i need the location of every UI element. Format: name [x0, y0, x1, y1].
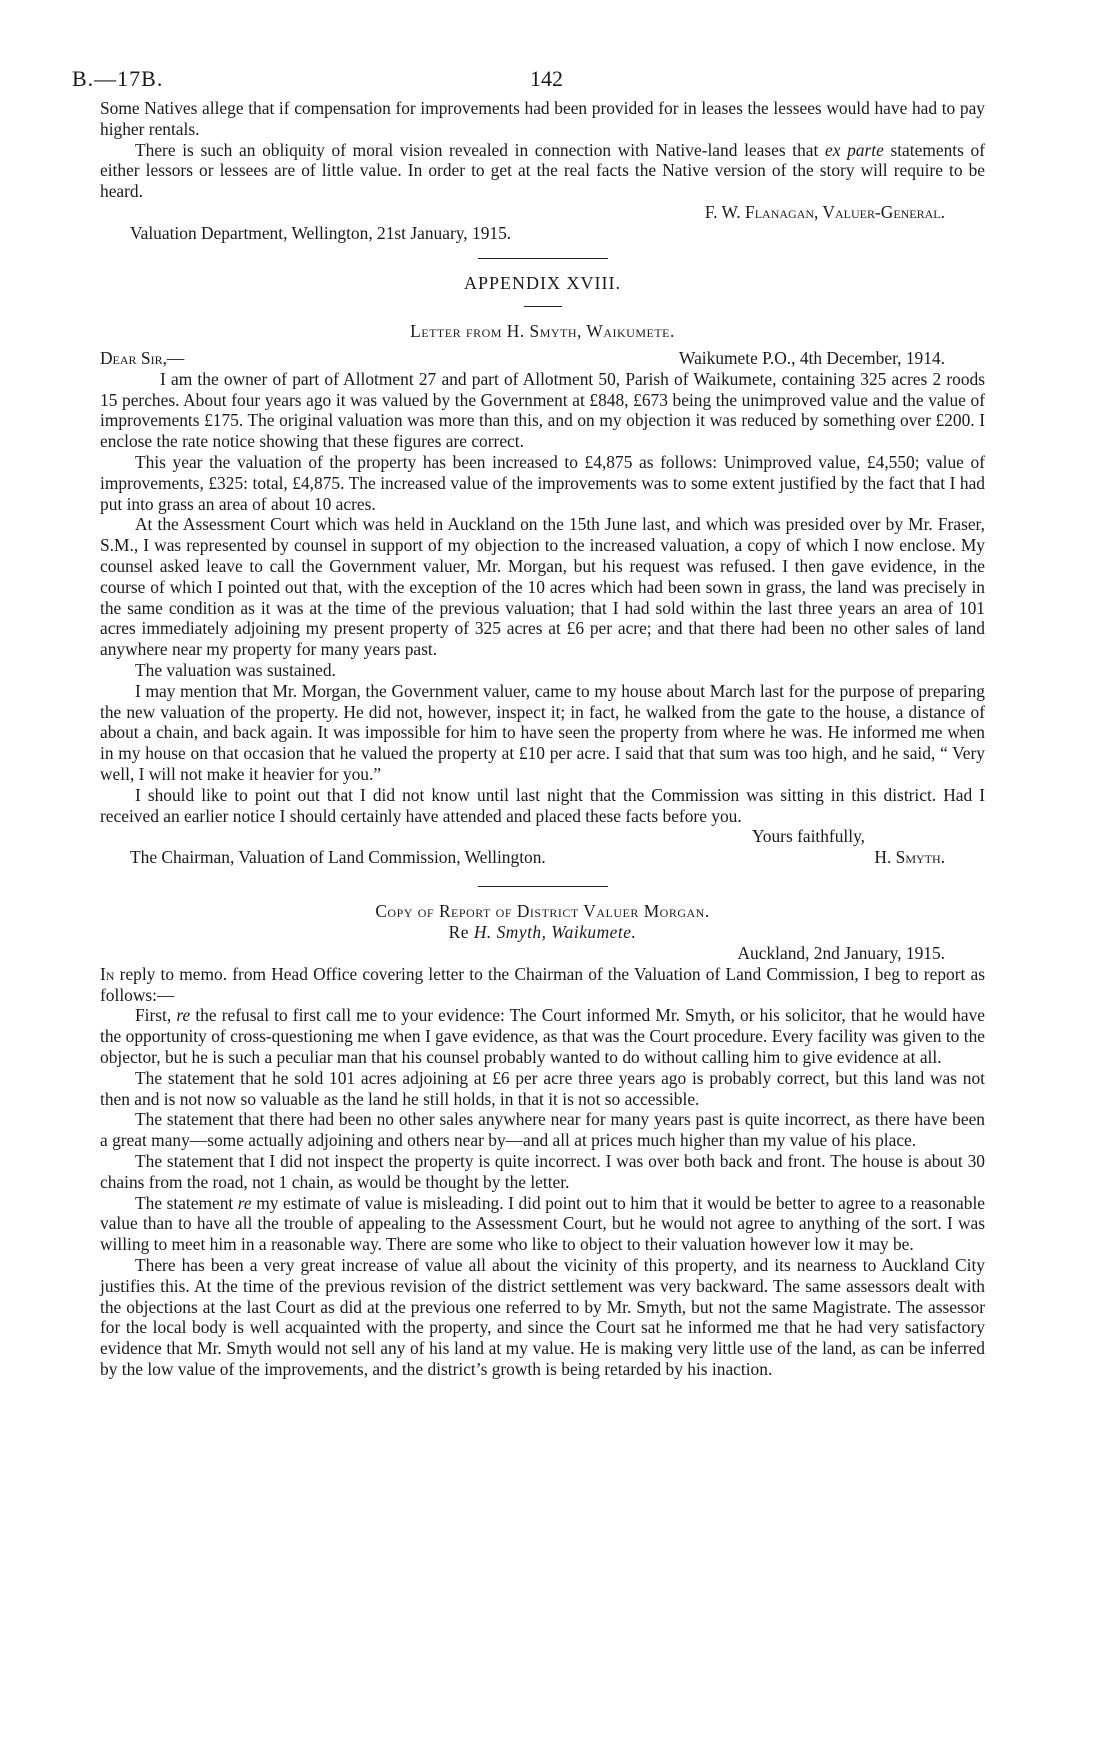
report-section	[100, 901, 985, 1380]
section-divider	[478, 886, 608, 887]
report-paragraph: There has been a very great increase of value all about the vicinity of this property, and its nearness to Auckland City justifies this. At the time of the previous revision of the district settlement was very backward. The same assessors dealt with the objections at the last Court as did at the previous one referred to by Mr. Smyth, but not the same Magistrate. The assessor for the local body is well acquainted with the property, and since the Court sat he informed me that he had very satisfactory evidence that Mr. Smyth would not sell any of his land at my value. He is making very little use of the land, as can be inferred by the low value of the improvements, and the district’s growth is being retarded by his inaction.	[100, 1254, 985, 1379]
letter-paragraph: This year the valuation of the property has been increased to £4,875 as follows: Unimproved value, £4,550; value of improvements, £325: total, £4,875. The increased value of the improvements was to some extent justified by the fact that I had put into grass an area of about 10 acres.	[100, 452, 985, 514]
valuer-general-signature: F. W. Flanagan, Valuer-General.	[704, 201, 945, 222]
salutation: Dear Sir,—	[100, 348, 185, 369]
document-reference: B.—17B.	[72, 66, 164, 91]
title-rule	[524, 306, 562, 308]
letter-salutation-row	[100, 348, 985, 369]
report-paragraph: In reply to memo. from Head Office covering letter to the Chairman of the Valuation of Land Commission, I beg to report as follows:—	[100, 963, 985, 1005]
letter-signoff-row	[100, 847, 985, 868]
appendix-section	[100, 273, 985, 868]
intro-paragraph: Some Natives allege that if compensation for improvements had been provided for in leases the lessees would have had to pay higher rentals.	[100, 98, 985, 139]
letter-paragraph: I should like to point out that I did not know until last night that the Commission was sitting in this district. Had I received an earlier notice I should certainly have attended and placed these facts before you.	[100, 784, 985, 826]
letter-paragraph: I am the owner of part of Allotment 27 and part of Allotment 50, Parish of Waikumete, containing 325 acres 2 roods 15 perches. About four years ago it was valued by the Government at £848, £673 being the unimproved value and the value of improvements £175. The original valuation was more than this, and on my objection it was reduced by something over £200. I enclose the rate notice showing that these figures are correct.	[100, 368, 985, 452]
letter-paragraph: At the Assessment Court which was held in Auckland on the 15th June last, and which was presided over by Mr. Fraser, S.M., I was represented by counsel in support of my objection to the increased valuation, a copy of which I now enclose. My counsel asked leave to call the Government valuer, Mr. Morgan, but his request was refused. I then gave evidence, in the course of which I pointed out that, with the exception of the 10 acres which had been sown in grass, the land was precisely in the same condition as it was at the time of the previous valuation; that I had sold within the last three years an area of 101 acres immediately adjoining my present property of 325 acres at £6 per acre; and that there had been no other sales of land anywhere near my property for many years past.	[100, 514, 985, 660]
intro-dateline: Valuation Department, Wellington, 21st January, 1915.	[130, 222, 512, 243]
page-header	[72, 58, 985, 98]
document-page	[72, 58, 986, 1380]
intro-section	[100, 98, 985, 244]
letter-addressee: The Chairman, Valuation of Land Commission, Wellington.	[130, 847, 546, 868]
section-divider	[478, 258, 608, 259]
report-paragraph: The statement re my estimate of value is misleading. I did point out to him that it would be better to agree to a reasonable value than to have all the trouble of appealing to the Assessment Court, but he would not agree to anything of the sort. I was willing to meet him in a reasonable way. There are some who like to object to their valuation however low it may be.	[100, 1192, 986, 1255]
report-heading: Copy of Report of District Valuer Morgan.	[375, 901, 710, 921]
appendix-title: APPENDIX XVIII.	[464, 272, 621, 293]
letter-heading: Letter from H. Smyth, Waikumete.	[410, 321, 675, 342]
report-paragraph: The statement that I did not inspect the property is quite incorrect. I was over both back and front. The house is about 30 chains from the road, not 1 chain, as would be thought by the letter.	[100, 1150, 985, 1192]
letter-address: Waikumete P.O., 4th December, 1914.	[679, 348, 945, 369]
report-paragraph: The statement that there had been no other sales anywhere near for many years past is quite incorrect, as there have been a great many—some actually adjoining and others near by—and all at prices much higher than my value of his place.	[100, 1109, 985, 1151]
letter-paragraph: The valuation was sustained.	[135, 660, 336, 681]
report-dateline: Auckland, 2nd January, 1915.	[737, 943, 945, 963]
letter-signer: H. Smyth.	[874, 847, 945, 868]
letter-paragraph: I may mention that Mr. Morgan, the Government valuer, came to my house about March last for the purpose of preparing the new valuation of the property. He did not, however, inspect it; in fact, he walked from the gate to the house, a distance of about a chain, and back again. It was impossible for him to have seen the property from where he was. He informed me when in my house on that occasion that he valued the property at £10 per acre. I said that that sum was too high, and he said, “ Very well, I will not make it heavier for you.”	[100, 680, 985, 785]
report-subject: Re H. Smyth, Waikumete.	[448, 922, 637, 942]
letter-closing: Yours faithfully,	[751, 826, 865, 847]
intro-paragraph: There is such an obliquity of moral vision revealed in connection with Native-land leases that ex parte statements of either lessors or lessees are of little value. In order to get at the real facts the Native version of the story will require to be heard.	[100, 139, 986, 202]
page-number: 142	[530, 66, 563, 91]
report-paragraph: First, re the refusal to first call me to your evidence: The Court informed Mr. Smyth, or his solicitor, that he would have the opportunity of cross-questioning me when I gave evidence, as that was the Court procedure. Every facility was given to the objector, but he is such a peculiar man that his counsel probably wanted to do without calling him to give evidence at all.	[100, 1005, 985, 1067]
report-paragraph: The statement that he sold 101 acres adjoining at £6 per acre three years ago is probably correct, but this land was not then and is not now so valuable as the land he still holds, in that it is not so accessible.	[100, 1067, 985, 1109]
